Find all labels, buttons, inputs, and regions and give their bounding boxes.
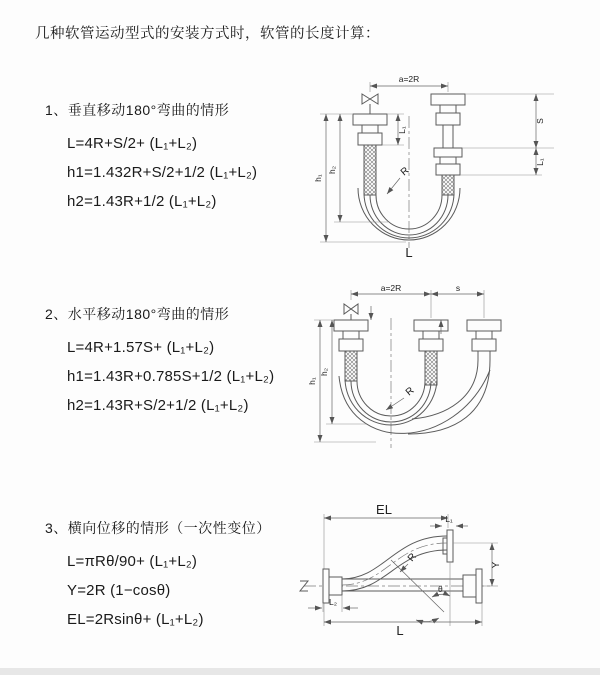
formula-line: EL=2Rsinθ+ (L₁+L₂) <box>67 611 204 628</box>
dim-l-label: L <box>396 623 404 638</box>
valve-icon <box>362 94 378 114</box>
diagram-lateral-displacement <box>296 500 598 668</box>
formula-line: h2=1.43R+1/2 (L₁+L₂) <box>67 193 217 210</box>
dim-s-label: s <box>455 283 461 293</box>
braided-hose-segment <box>345 351 357 381</box>
section-1-heading: 1、垂直移动180°弯曲的情形 <box>45 102 230 118</box>
dim-l2-label: L₂ <box>328 597 338 607</box>
formula-line: L=πRθ/90+ (L₁+L₂) <box>67 553 198 570</box>
dim-h2-label: h₂ <box>327 165 337 175</box>
braided-hose-segment <box>364 145 376 195</box>
left-flange-fitting <box>353 114 387 145</box>
radius-leader <box>387 165 411 194</box>
dim-h1-label: h₁ <box>307 377 317 385</box>
dim-h1-label: h₁ <box>313 174 323 182</box>
dim-el <box>324 502 448 626</box>
right-flange-fitting <box>431 94 465 175</box>
dim-h2 <box>327 114 388 222</box>
dim-l2 <box>308 595 358 612</box>
right-flange <box>463 569 482 603</box>
formula-line: Y=2R (1−cosθ) <box>67 582 171 599</box>
middle-flange-fitting <box>414 320 448 351</box>
valve-icon <box>344 304 358 320</box>
dim-l1 <box>430 514 468 526</box>
angle-theta-label: θ <box>438 584 443 594</box>
dim-el-label: EL <box>376 502 392 517</box>
diagram-horizontal-180-bend <box>306 280 596 460</box>
section-3-heading: 3、横向位移的情形（一次性变位） <box>45 520 271 536</box>
radius-label: R <box>405 551 419 564</box>
dim-l1-label: L₁ <box>445 514 453 524</box>
section-lateral-displacement <box>45 518 320 634</box>
diagram-vertical-180-bend <box>308 70 590 260</box>
radius-label: R <box>398 165 412 179</box>
section-vertical-movement <box>45 100 320 216</box>
dim-a2r <box>370 74 448 92</box>
upper-flange <box>443 530 453 562</box>
right-flange-fitting <box>467 320 501 351</box>
formula-line: h2=1.43R+S/2+1/2 (L₁+L₂) <box>67 397 249 414</box>
page-title: 几种软管运动型式的安装方式时，软管的长度计算： <box>35 26 380 42</box>
left-flange-fitting <box>334 320 368 351</box>
formula-line: L=4R+1.57S+ (L₁+L₂) <box>67 339 215 356</box>
page-bottom-strip <box>0 668 600 675</box>
dim-s-label: S <box>535 118 545 124</box>
dim-y-label: Y <box>491 561 502 569</box>
dim-l1-label: L₁ <box>397 126 407 134</box>
radius-label: R <box>403 385 417 399</box>
dim-a2r-label: a=2R <box>398 74 420 84</box>
section-2-heading: 2、水平移动180°弯曲的情形 <box>45 306 230 322</box>
formula-line: h1=1.43R+0.785S+1/2 (L₁+L₂) <box>67 368 275 385</box>
radius-leader <box>400 551 419 572</box>
formula-line: L=4R+S/2+ (L₁+L₂) <box>67 135 198 152</box>
formula-line: h1=1.432R+S/2+1/2 (L₁+L₂) <box>67 164 258 181</box>
braided-hose-segment <box>442 175 454 195</box>
length-label: L <box>405 245 413 260</box>
radius-leader <box>386 385 416 410</box>
dim-s <box>460 94 554 175</box>
dim-h2-label: h₂ <box>319 367 329 377</box>
section-horizontal-movement <box>45 304 320 420</box>
braided-hose-segment <box>425 351 437 385</box>
dim-a2r-label: a=2R <box>380 283 402 293</box>
straight-hose <box>342 579 463 591</box>
dim-l1-label: L₁ <box>535 158 545 166</box>
